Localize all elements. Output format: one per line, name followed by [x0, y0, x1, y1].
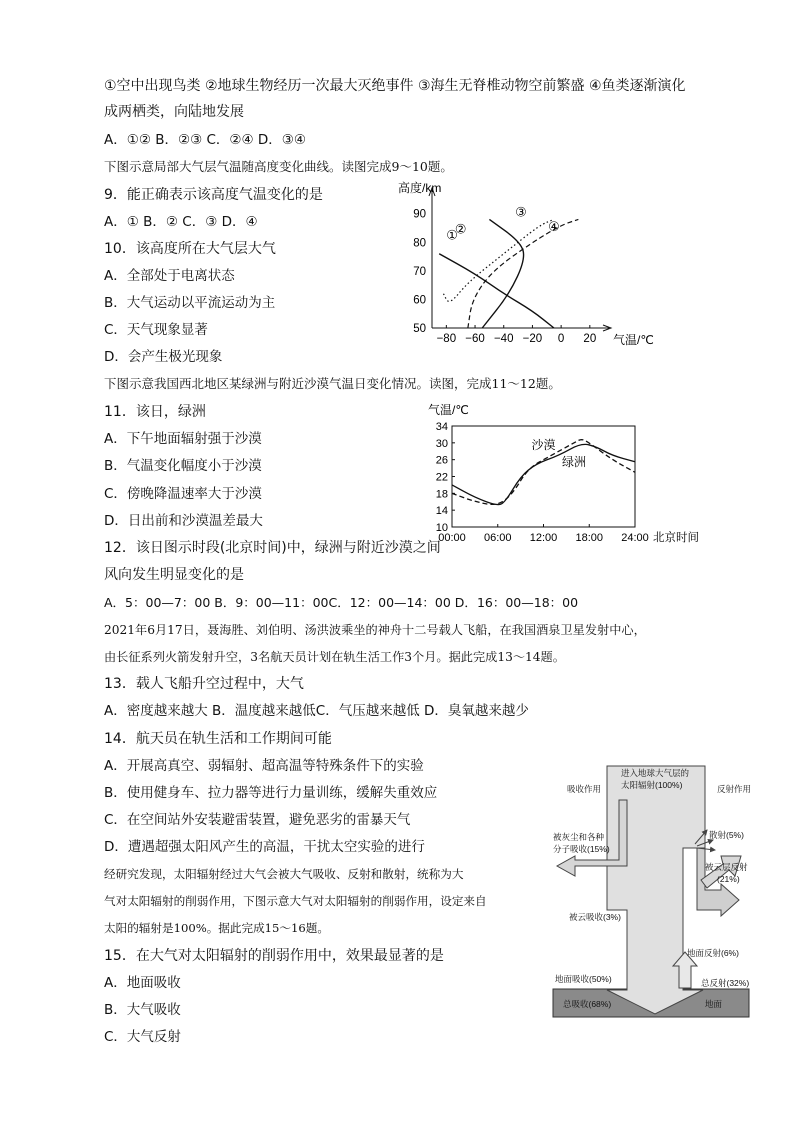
line-11: 下图示意我国西北地区某绿洲与附近沙漠气温日变化情况。读图，完成11～12题。 [104, 376, 561, 391]
line-19: A．5：00—7：00 B．9：00—11：00C．12：00—14：00 D．16：00—18：00 [104, 595, 579, 610]
solar-radiation-diagram [545, 760, 757, 1022]
x-tick-label: 00:00 [438, 532, 466, 544]
ground-label: 地面 [705, 999, 723, 1009]
line-1: 成两栖类，向陆地发展 [104, 104, 244, 120]
dust-label-2: 分子吸收(15%) [553, 844, 610, 854]
line-0: ①空中出现鸟类 ②地球生物经历一次最大灭绝事件 ③海生无脊椎动物空前繁盛 ④鱼类逐渐演化 [104, 78, 686, 94]
reflection-title: 反射作用 [717, 784, 752, 794]
x-tick-label: −80 [436, 333, 457, 345]
incoming-label-2: 太阳辐射(100%) [621, 780, 683, 790]
y-tick-label: 50 [413, 323, 426, 335]
line-3: 下图示意局部大气层气温随高度变化曲线。读图完成9～10题。 [104, 159, 453, 174]
x-tick-label: 24:00 [621, 532, 649, 544]
line-5: A．① B．② C．③ D．④ [104, 214, 258, 230]
y-tick-label: 22 [435, 471, 448, 484]
y-axis-label: 高度/km [398, 181, 442, 195]
y-tick-label: 26 [435, 454, 448, 467]
line-32: 15．在大气对太阳辐射的削弱作用中，效果最显著的是 [104, 948, 444, 964]
incoming-label-1: 进入地球大气层的 [621, 768, 690, 778]
line-21: 由长征系列火箭发射升空，3名航天员计划在轨生活工作3个月。据此完成13～14题。 [104, 650, 565, 664]
series-label: 绿洲 [561, 454, 587, 469]
x-axis-label: 气温/℃ [613, 333, 654, 347]
ground-reflect-label: 地面反射(6%) [687, 948, 739, 958]
line-12: 11．该日，绿洲 [104, 404, 206, 420]
y-tick-label: 30 [435, 437, 448, 450]
line-25: A．开展高真空、弱辐射、超高温等特殊条件下的实验 [104, 758, 424, 774]
x-tick-label: 06:00 [483, 532, 512, 544]
line-13: A．下午地面辐射强于沙漠 [104, 431, 262, 447]
line-23: A．密度越来越大 B．温度越来越低C．气压越来越低 D．臭氧越来越少 [104, 703, 529, 719]
series-line-绿洲 [452, 444, 635, 504]
x-tick-label: 12:00 [529, 532, 558, 544]
oasis-desert-chart [420, 400, 720, 548]
y-tick-label: 80 [413, 237, 426, 250]
line-30: 气对太阳辐射的削弱作用，下图示意大气对太阳辐射的削弱作用，设定来自 [104, 894, 487, 908]
total-absorb-label: 总吸收(68%) [563, 999, 612, 1009]
line-9: C．天气现象显著 [104, 322, 208, 338]
line-31: 太阳的辐射是100%。据此完成15～16题。 [104, 921, 329, 935]
x-axis-label: 北京时间 [653, 532, 699, 544]
y-axis-label: 气温/℃ [428, 403, 469, 417]
x-tick-label: −40 [493, 333, 514, 345]
line-6: 10．该高度所在大气层大气 [104, 241, 276, 257]
cloud-reflect-label-2: (21%) [717, 874, 740, 884]
absorption-title: 吸收作用 [567, 784, 602, 794]
line-7: A．全部处于电离状态 [104, 268, 235, 284]
y-tick-label: 70 [413, 265, 426, 278]
cloud-reflect-label-1: 被云层反射 [705, 862, 748, 872]
series-label: ③ [515, 204, 527, 220]
line-8: B．大气运动以平流运动为主 [104, 295, 276, 311]
x-tick-label: 20 [583, 333, 597, 345]
y-tick-label: 60 [413, 294, 426, 307]
altitude-temperature-chart [392, 180, 654, 350]
line-2: A．①② B．②③ C．②④ D．③④ [104, 132, 307, 148]
line-16: D．日出前和沙漠温差最大 [104, 513, 263, 529]
line-4: 9．能正确表示该高度气温变化的是 [104, 187, 323, 203]
cloud-absorb-label: 被云吸收(3%) [569, 912, 621, 922]
x-tick-label: −60 [465, 333, 485, 345]
ground-absorb-label: 地面吸收(50%) [555, 974, 612, 984]
line-17: 12．该日图示时段(北京时间)中，绿洲与附近沙漠之间 [104, 540, 441, 556]
dust-label-1: 被灰尘和各种 [553, 832, 605, 842]
series-label: ① [446, 227, 458, 243]
line-18: 风向发生明显变化的是 [104, 567, 244, 583]
series-line-④ [468, 219, 578, 328]
line-26: B．使用健身车、拉力器等进行力量训练，缓解失重效应 [104, 785, 438, 801]
x-tick-label: 0 [557, 333, 565, 345]
series-label: ② [454, 221, 467, 237]
line-15: C．傍晚降温速率大于沙漠 [104, 486, 262, 502]
x-tick-label: −20 [522, 333, 543, 345]
line-22: 13．载人飞船升空过程中，大气 [104, 676, 304, 692]
scatter-label: 散射(5%) [709, 830, 744, 840]
series-line-② [482, 219, 523, 328]
y-tick-label: 10 [435, 522, 448, 534]
line-14: B．气温变化幅度小于沙漠 [104, 458, 262, 474]
series-label: ④ [548, 218, 560, 234]
line-24: 14．航天员在轨生活和工作期间可能 [104, 731, 332, 747]
series-line-① [439, 254, 554, 328]
x-tick-label: 18:00 [575, 532, 604, 544]
line-27: C．在空间站外安装避雷装置，避免恶劣的雷暴天气 [104, 812, 411, 828]
line-28: D．遭遇超强太阳风产生的高温，干扰太空实验的进行 [104, 839, 425, 855]
line-29: 经研究发现，太阳辐射经过大气会被大气吸收、反射和散射，统称为大 [104, 867, 464, 881]
total-reflect-label: 总反射(32%) [701, 978, 750, 988]
y-tick-label: 14 [435, 505, 448, 518]
line-33: A．地面吸收 [104, 975, 181, 991]
line-34: B．大气吸收 [104, 1002, 181, 1018]
y-tick-label: 90 [413, 208, 426, 221]
y-tick-label: 34 [435, 421, 448, 433]
line-35: C．大气反射 [104, 1029, 181, 1045]
series-label: 沙漠 [531, 438, 556, 453]
line-10: D．会产生极光现象 [104, 349, 223, 365]
line-20: 2021年6月17日，聂海胜、刘伯明、汤洪波乘坐的神舟十二号载人飞船，在我国酒泉卫星发射中心， [104, 623, 646, 637]
y-tick-label: 18 [435, 488, 448, 501]
